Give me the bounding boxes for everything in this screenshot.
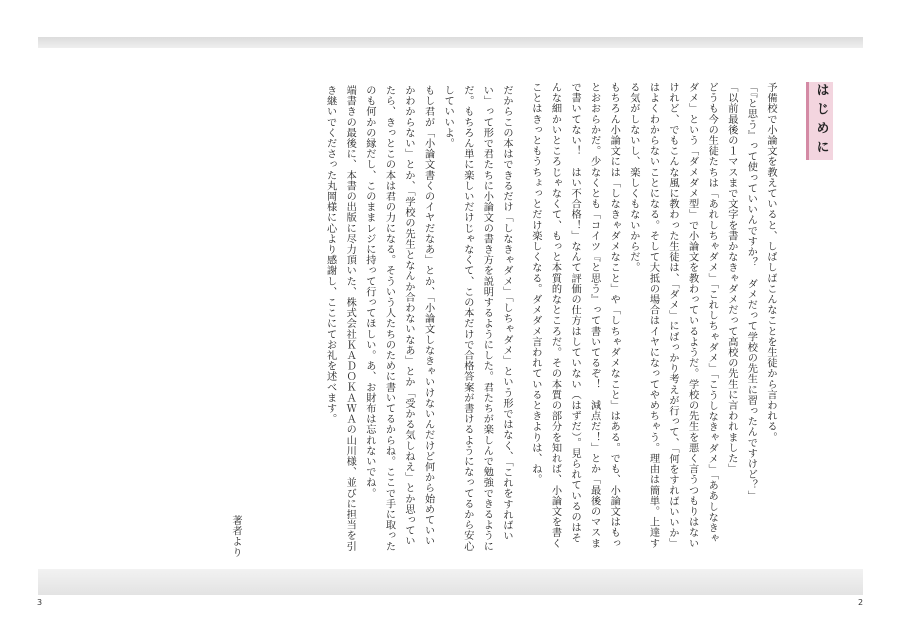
left-page-text (186, 85, 516, 558)
page-number-left: 3 (37, 598, 43, 607)
page-number-right: 2 (858, 598, 864, 607)
right-page-text (529, 82, 780, 552)
paragraph: 「以前最後の１マスまで文字を書かなきゃダメだって高校の先生に言われました」 (725, 82, 737, 475)
paragraph: 端書きの最後に、本書の出版に尽力頂いた、株式会社ＫＡＤＯＫＡＷＡの山川様、並びに担当を引き継いでくださった丸岡様に心より感謝し、ここにてお礼を述べます。 (324, 85, 356, 552)
paragraph: もし君が「小論文書くのイヤだなあ」とか、「小論文しなきゃいけないんだけど何から始めていいかわからない」とか、「学校の先生となんか合わないなあ」とか「受かる気しねえ」とか思っていたら、きっとこの本は君の力になる。そういう人たちのために書いてるからね。ここで手に取ったのも何かの縁だし、このままレジに持って行ってほしい。あ、お財布は忘れないでね。 (363, 85, 434, 552)
paragraph: 「『と思う』って使っていいんですか？ ダメだって学校の先生に習ったんですけど？」 (745, 82, 757, 501)
paragraph: どうも今の生徒たちは「あれしちゃダメ」「これしちゃダメ」「こうしなきゃダメ」「ああしなきゃダメ」という「ダメダメ型」で小論文を教わっているようだ。学校の先生を悪く言うつもりはないけれど、でもこんな風に教わった生徒は、「ダメ」にばっかり考えが行って、「何をすればいいか」はよくわからないことになる。そして大抵の場合はイヤになってやめちゃう。理由は簡単。上達する気がしないし、楽しくもないからだ。 (627, 82, 718, 549)
paragraph: だからこの本はできるだけ「しなきゃダメ」「しちゃダメ」という形ではなく、「これをすればいい」って形で君たちに小論文の書き方を説明するようにした。君たちが楽しんで勉強できるようにだ。もちろん単に楽しいだけじゃなくて、この本だけで合格答案が書けるようになってるから安心していいよ。 (442, 85, 512, 552)
top-band (38, 37, 863, 48)
paragraph: 予備校で小論文を教えていると、しばしばこんなことを生徒から言われる。 (765, 82, 776, 443)
chapter-heading: はじめに (806, 82, 833, 160)
bottom-band (38, 569, 863, 595)
author-signature: 著者より (230, 515, 241, 558)
paragraph: もちろん小論文には「しなきゃダメなこと」や「しちゃダメなこと」はある。でも、小論文はもっとおおらかだ。少なくとも「コイツ『と思う』って書いてるぞ！ 減点だ！」とか「最後のマスまで書いてない！ はい不合格！」なんて評価の仕方はしていない（はずだ）。見られているのはそんな細かいところじゃなくて、もっと本質的なところだ。その本質の部分を知れば、小論文を書くことはきっともうちょっとだけ楽しくなる。ダメダメ言われているときよりは、ね。 (529, 82, 620, 549)
